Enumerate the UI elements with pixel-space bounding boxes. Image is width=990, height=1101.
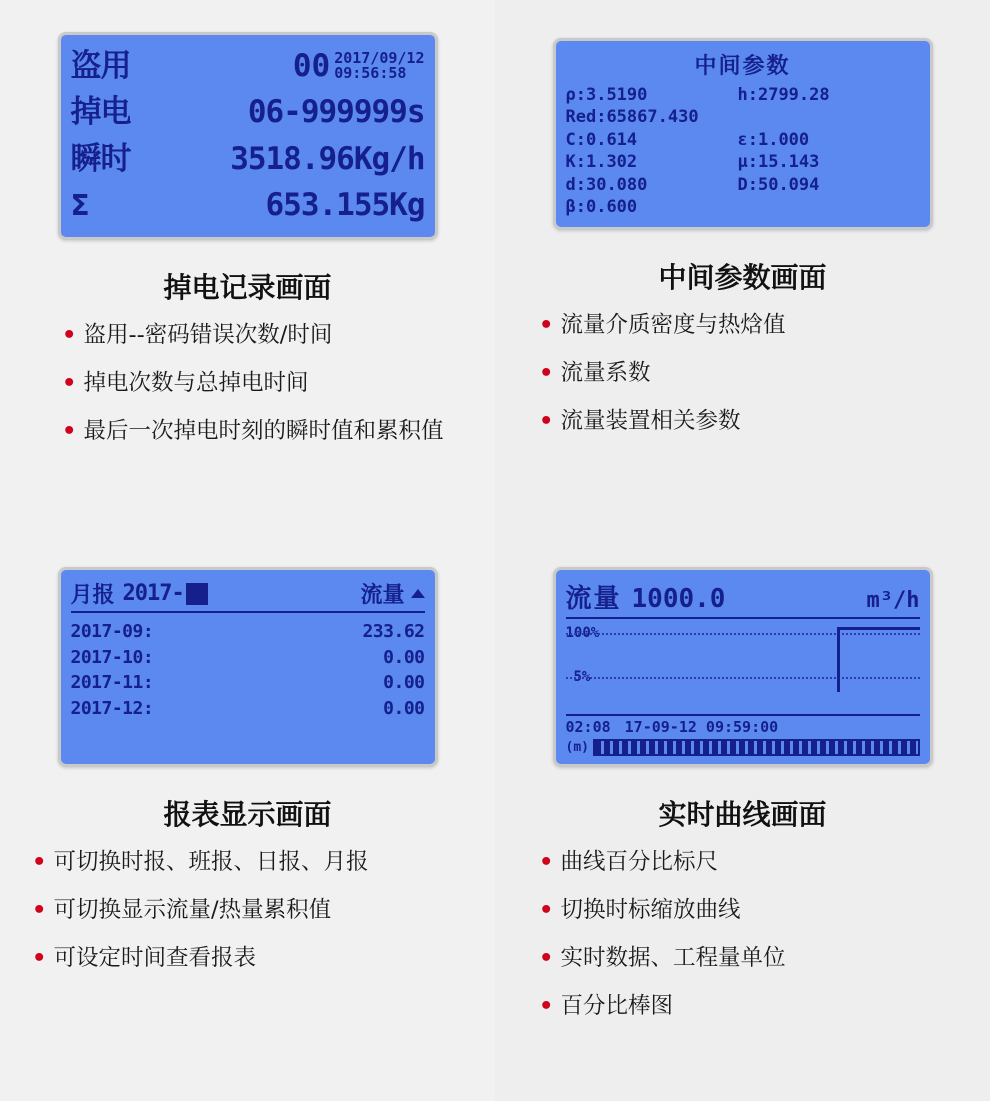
list-item-text: 流量介质密度与热焓值 xyxy=(560,312,786,338)
list-item xyxy=(539,847,962,879)
param-left: C:0.614 xyxy=(565,129,638,150)
theft-date: 2017/09/12 xyxy=(334,48,425,67)
caption-intermediate-params: 中间参数画面 xyxy=(658,261,827,294)
param-row xyxy=(566,196,920,218)
table-row xyxy=(71,670,425,696)
list-item xyxy=(539,943,962,975)
bullet-list-power-failure xyxy=(18,320,477,464)
list-item-text: 可设定时间查看报表 xyxy=(53,944,257,971)
bullet-dot-icon: • xyxy=(539,359,554,386)
report-value: 0.00 xyxy=(383,697,425,719)
bullet-dot-icon: • xyxy=(32,849,47,875)
list-item xyxy=(62,416,467,448)
percent-bar xyxy=(593,739,920,756)
param-row xyxy=(566,174,920,196)
list-item xyxy=(539,895,962,927)
bullet-dot-icon: • xyxy=(539,312,554,338)
lcd-screen-intermediate-params xyxy=(553,38,933,230)
report-type-label: 月报 xyxy=(70,583,115,608)
screen-title-intermediate: 中间参数 xyxy=(694,54,791,79)
curve-timespan: 02:08 xyxy=(565,718,611,736)
report-rows xyxy=(71,619,425,721)
bullet-dot-icon: • xyxy=(62,369,77,396)
list-item-text: 掉电次数与总掉电时间 xyxy=(83,369,309,396)
bullet-dot-icon: • xyxy=(539,896,554,923)
bullet-dot-icon: • xyxy=(539,407,554,434)
param-right: D:50.094 xyxy=(737,174,820,195)
curve-label: 流量 xyxy=(565,584,622,614)
panel-report-display xyxy=(0,505,495,1101)
table-row xyxy=(71,619,425,645)
list-item-text: 流量系数 xyxy=(560,359,651,386)
scale-label-top: 100% xyxy=(565,625,600,641)
curve-timestamp: 17-09-12 09:59:00 xyxy=(624,718,779,736)
panel-power-failure-record xyxy=(0,0,495,505)
bullet-dot-icon: • xyxy=(32,896,47,923)
caption-power-failure: 掉电记录画面 xyxy=(163,271,332,304)
bullet-list-realtime-curve xyxy=(513,847,972,1039)
bullet-dot-icon: • xyxy=(32,944,47,971)
bullet-dot-icon: • xyxy=(539,849,554,875)
param-left: β:0.600 xyxy=(565,197,638,218)
curve-time-strip xyxy=(566,714,920,736)
report-column-label: 流量 xyxy=(360,583,405,608)
row-label-outage: 掉电 xyxy=(70,94,131,131)
report-value: 0.00 xyxy=(383,646,425,668)
report-value: 0.00 xyxy=(383,672,425,694)
curve-value: 1000.0 xyxy=(631,584,726,614)
list-item xyxy=(539,358,962,390)
param-row xyxy=(566,129,920,151)
param-row xyxy=(566,151,920,173)
chevron-up-icon[interactable] xyxy=(411,589,425,598)
row-value-theft xyxy=(187,48,425,84)
curve-plot-area xyxy=(566,623,920,714)
lcd-screen-power-failure xyxy=(58,32,438,240)
row-label-instant: 瞬时 xyxy=(70,140,131,177)
list-item-text: 最后一次掉电时刻的瞬时值和累积值 xyxy=(83,417,444,444)
theft-time: 09:56:58 xyxy=(334,64,407,83)
list-item-text: 切换时标缩放曲线 xyxy=(560,896,741,923)
table-row xyxy=(71,696,425,722)
param-right: μ:15.143 xyxy=(737,152,820,173)
param-left: d:30.080 xyxy=(565,174,648,195)
report-month-selector[interactable] xyxy=(186,583,208,605)
param-left: ρ:3.5190 xyxy=(565,85,648,105)
list-item xyxy=(32,943,463,975)
row-value-instant: 3518.96Kg/h xyxy=(230,140,425,177)
list-item-text: 流量装置相关参数 xyxy=(560,407,741,434)
bullet-dot-icon: • xyxy=(62,417,77,444)
report-header xyxy=(71,578,425,613)
bullet-dot-icon: • xyxy=(62,322,77,348)
report-period: 2017-12: xyxy=(70,697,154,719)
param-left: K:1.302 xyxy=(565,152,638,173)
list-item xyxy=(539,406,962,438)
report-year: 2017- xyxy=(122,581,184,606)
bullet-list-report-display xyxy=(18,847,477,991)
list-item xyxy=(539,310,962,342)
scale-label-bottom: 5% xyxy=(573,669,591,685)
row-value-total: 653.155Kg xyxy=(265,187,425,224)
report-column-header xyxy=(360,578,424,609)
caption-report-display: 报表显示画面 xyxy=(163,798,332,831)
bullet-list-intermediate-params xyxy=(513,310,972,454)
list-item-text: 百分比棒图 xyxy=(560,992,674,1019)
list-item-text: 盗用--密码错误次数/时间 xyxy=(83,322,333,348)
bullet-dot-icon: • xyxy=(539,944,554,971)
lcd-screen-realtime-curve xyxy=(553,567,933,767)
report-period: 2017-11: xyxy=(70,672,154,694)
lcd-screen-report xyxy=(58,567,438,767)
bullet-dot-icon: • xyxy=(539,992,554,1019)
param-right: ε:1.000 xyxy=(737,129,810,150)
curve-header xyxy=(566,578,920,619)
report-period: 2017-09: xyxy=(70,621,154,642)
list-item-text: 可切换时报、班报、日报、月报 xyxy=(53,849,369,875)
param-row xyxy=(566,106,920,128)
percent-bar-label: (m) xyxy=(565,740,589,755)
list-item-text: 实时数据、工程量单位 xyxy=(560,944,786,971)
curve-unit: m³/h xyxy=(866,588,920,613)
list-item xyxy=(32,895,463,927)
list-item xyxy=(32,847,463,879)
row-value-outage: 06-999999s xyxy=(247,94,425,131)
row-label-theft: 盗用 xyxy=(70,47,131,84)
theft-count: 00 xyxy=(292,48,331,85)
report-period: 2017-10: xyxy=(70,646,154,668)
param-right: h:2799.28 xyxy=(737,85,830,105)
report-value: 233.62 xyxy=(362,621,425,642)
list-item xyxy=(62,368,467,400)
param-left: Red:65867.430 xyxy=(565,107,699,128)
list-item xyxy=(539,991,962,1023)
list-item-text: 曲线百分比标尺 xyxy=(560,849,719,875)
curve-trace xyxy=(837,627,920,692)
list-item-text: 可切换显示流量/热量累积值 xyxy=(53,896,332,923)
percent-bar-row xyxy=(566,739,920,756)
param-row xyxy=(566,84,920,106)
caption-realtime-curve: 实时曲线画面 xyxy=(658,798,827,831)
table-row xyxy=(71,645,425,671)
list-item xyxy=(62,320,467,352)
row-label-total: Σ xyxy=(70,189,90,223)
percent-bar-fill xyxy=(595,741,918,754)
panel-realtime-curve xyxy=(495,505,990,1101)
panel-intermediate-parameters xyxy=(495,0,990,505)
